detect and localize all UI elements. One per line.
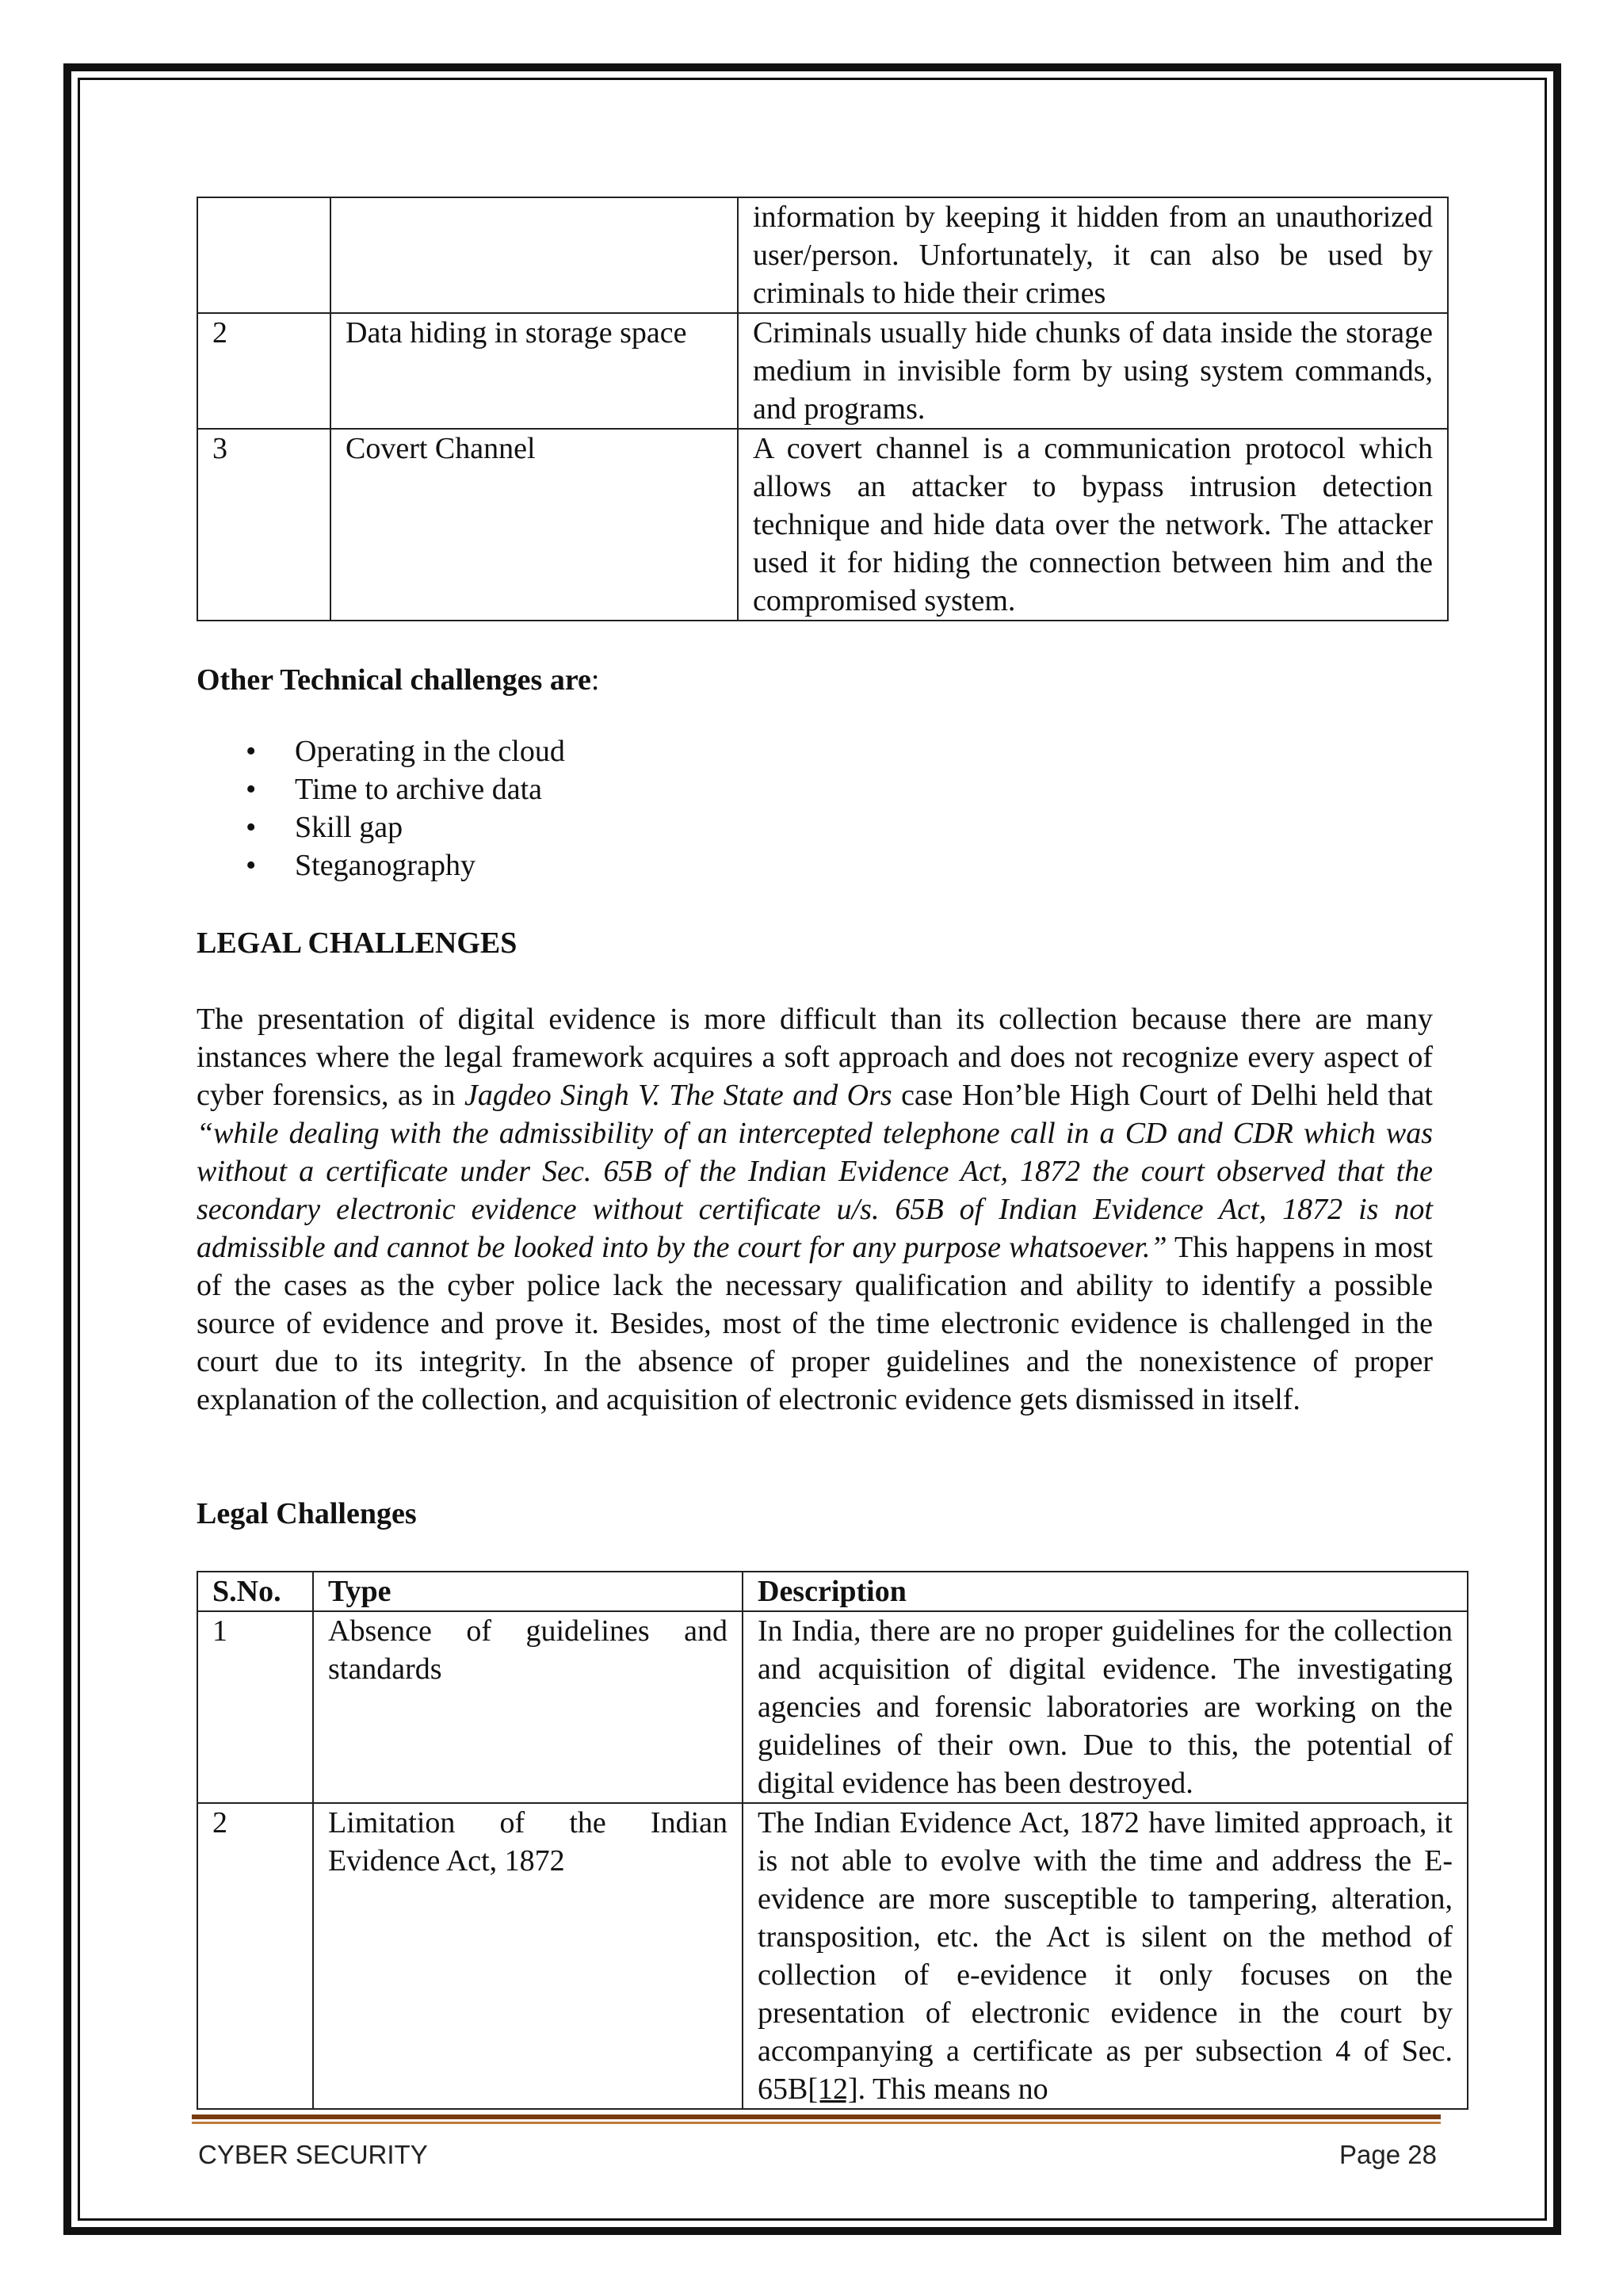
cell-description: The Indian Evidence Act, 1872 have limited approach, it is not able to evolve with the time and address the E-evidence are more susceptible to tampering, alteration, transposition, etc. the Act is silent on the method of collection of e-evidence it only focuses on the presentation of electronic evidence in the court by accompanying a certificate as per subsection 4 of Sec. 65B[12]. This means no (743, 1803, 1468, 2109)
legal-paragraph: The presentation of digital evidence is more difficult than its collection because there are many instances where the legal framework acquires a soft approach and does not recognize every aspect of cyber forensics, as in Jagdeo Singh V. The State and Ors case Hon’ble High Court of Delhi held that “while dealing with the admissibility of an intercepted telephone call in a CD and CDR which was without a certificate under Sec. 65B of the Indian Evidence Act, 1872 the court observed that the secondary electronic evidence without certificate u/s. 65B of Indian Evidence Act, 1872 is not admissible and cannot be looked into by the court for any purpose whatsoever.” This happens in most of the cases as the cyber police lack the necessary qualification and ability to identify a possible source of evidence and prove it. Besides, most of the time electronic evidence is challenged in the court due to its integrity. In the absence of proper guidelines and the nonexistence of proper explanation of the collection, and acquisition of electronic evidence gets dismissed in itself. (197, 1003, 1433, 1416)
cell-no: 1 (197, 1611, 313, 1803)
header-sno: S.No. (197, 1572, 313, 1611)
header-description: Description (743, 1572, 1468, 1611)
list-item: • Steganography (197, 846, 565, 884)
table-row (197, 1611, 1468, 1803)
table-header-row (197, 1572, 1468, 1611)
footer-rule-dark (192, 2115, 1441, 2119)
footer-title: CYBER SECURITY (198, 2140, 428, 2169)
footer-rule-light (192, 2122, 1441, 2124)
page-number: Page 28 (1339, 2140, 1437, 2169)
other-challenges-list (197, 732, 565, 884)
cell-description: A covert channel is a communication protocol which allows an attacker to bypass intrusion detection technique and hide data over the network. The attacker used it for hiding the connection between him and the compromised system. (738, 429, 1448, 621)
table-row (197, 1803, 1468, 2109)
legal-challenges-heading: LEGAL CHALLENGES (197, 926, 517, 960)
cell-type: Data hiding in storage space (330, 313, 738, 429)
other-challenges-heading: Other Technical challenges are: (197, 663, 600, 697)
list-item: • Skill gap (197, 808, 565, 846)
legal-challenges-table (197, 1571, 1468, 2110)
cell-type: Covert Channel (330, 429, 738, 621)
cell-type: Limitation of the Indian Evidence Act, 1872 (313, 1803, 743, 2109)
technical-challenges-table (197, 197, 1449, 621)
cell-no: 3 (197, 429, 330, 621)
cell-no: 2 (197, 1803, 313, 2109)
legal-table-caption: Legal Challenges (197, 1497, 417, 1530)
list-item: • Operating in the cloud (197, 732, 565, 770)
cell-description: information by keeping it hidden from an unauthorized user/person. Unfortunately, it can also be used by criminals to hide their crimes (738, 197, 1448, 313)
table-row (197, 197, 1448, 313)
court-quote: “while dealing with the admissibility of an intercepted telephone call in a CD and CDR which was without a certificate under Sec. 65B of the Indian Evidence Act, 1872 the court observed that the secondary electronic evidence without certificate u/s. 65B of Indian Evidence Act, 1872 is not admissible and cannot be looked into by the court for any purpose whatsoever.” (197, 1117, 1433, 1264)
table-row (197, 313, 1448, 429)
cell-type: Absence of guidelines and standards (313, 1611, 743, 1803)
cell-description: In India, there are no proper guidelines for the collection and acquisition of digital evidence. The investigating agencies and forensic laboratories are working on the guidelines of their own. Due to this, the potential of digital evidence has been destroyed. (743, 1611, 1468, 1803)
header-type: Type (313, 1572, 743, 1611)
cell-description: Criminals usually hide chunks of data inside the storage medium in invisible form by using system commands, and programs. (738, 313, 1448, 429)
cell-no (197, 197, 330, 313)
cell-no: 2 (197, 313, 330, 429)
cell-type (330, 197, 738, 313)
list-item: • Time to archive data (197, 770, 565, 808)
reference-link[interactable]: [12] (808, 2073, 858, 2106)
table-row (197, 429, 1448, 621)
case-name: Jagdeo Singh V. The State and Ors (464, 1079, 892, 1112)
